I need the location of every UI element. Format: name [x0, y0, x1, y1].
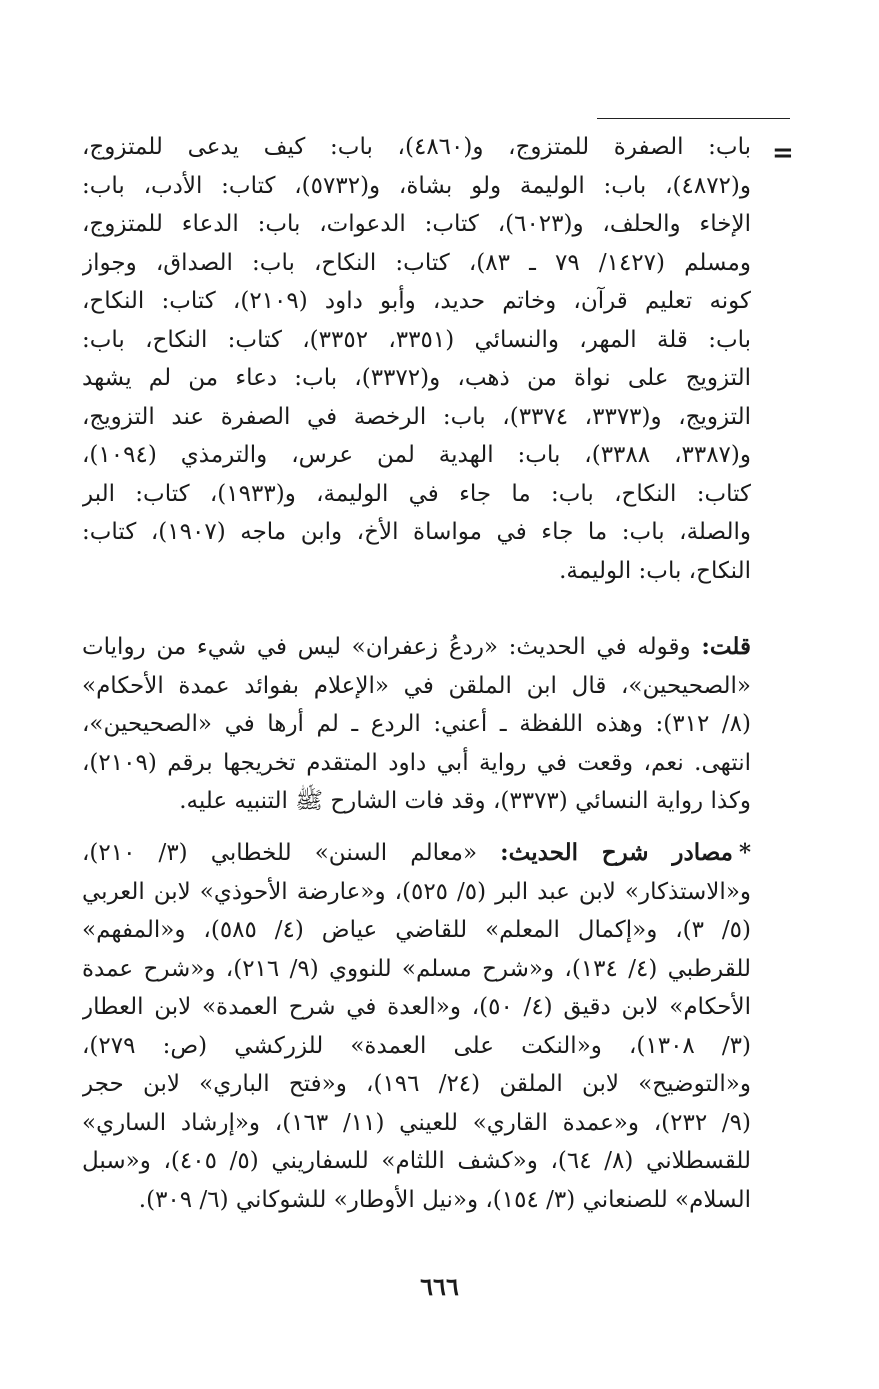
- note-line: انتهى. نعم، وقعت في رواية أبي داود المتقدم تخريجها برقم (٢١٠٩)،: [82, 749, 751, 776]
- footnote-line: النكاح، باب: الوليمة.: [559, 557, 751, 584]
- footnote-line: الإخاء والحلف، و(٦٠٢٣)، كتاب: الدعوات، باب: الدعاء للمتزوج،: [82, 211, 751, 237]
- sources-first-line: [82, 834, 751, 873]
- references-footnote: [82, 128, 751, 590]
- footnote-line: كونه تعليم قرآن، وخاتم حديد، وأبو داود (٢١٠٩)، كتاب: النكاح،: [82, 288, 751, 314]
- sources-paragraph: [82, 834, 751, 1219]
- sources-first-line-text: «معالم السنن» للخطابي (٣/ ٢١٠)،: [82, 840, 478, 866]
- sources-line: (٩/ ٢٣٢)، و«عمدة القاري» للعيني (١١/ ١٦٣)، و«إرشاد الساري»: [82, 1109, 751, 1136]
- note-first-line: [82, 628, 751, 667]
- footnote-line: و(٤٨٧٢)، باب: الوليمة ولو بشاة، و(٥٧٣٢)، كتاب: الأدب، باب:: [82, 172, 751, 199]
- note-line: «الصحيحين»، قال ابن الملقن في «الإعلام بفوائد عمدة الأحكام»: [82, 672, 751, 699]
- sources-line: و«الاستذكار» لابن عبد البر (٥/ ٥٢٥)، و«عارضة الأحوذي» لابن العربي: [82, 878, 751, 905]
- footnote-line: والصلة، باب: ما جاء في مواساة الأخ، وابن ماجه (١٩٠٧)، كتاب:: [82, 519, 751, 545]
- footnote-separator-rule: [597, 118, 790, 119]
- footnote-line: التزويج على نواة من ذهب، و(٣٣٧٢)، باب: دعاء من لم يشهد: [82, 365, 751, 391]
- page-number: ٦٦٦: [420, 1272, 459, 1301]
- footnote-line: كتاب: النكاح، باب: ما جاء في الوليمة، و(١٩٣٣)، كتاب: البر: [82, 480, 751, 507]
- sources-line: للقرطبي (٤/ ١٣٤)، و«شرح مسلم» للنووي (٩/ ٢١٦)، و«شرح عمدة: [82, 955, 751, 982]
- sources-line: الأحكام» لابن دقيق (٤/ ٥٠)، و«العدة في شرح العمدة» لابن العطار: [82, 994, 751, 1020]
- note-line: (٨/ ٣١٢): وهذه اللفظة ـ أعني: الردع ـ لم أرها في «الصحيحين»،: [82, 711, 751, 737]
- note-paragraph: [82, 628, 751, 821]
- footnote-line: التزويج، و(٣٣٧٣، ٣٣٧٤)، باب: الرخصة في الصفرة عند التزويج،: [82, 403, 751, 430]
- continuation-mark: =: [772, 138, 794, 168]
- sources-line: السلام» للصنعاني (٣/ ١٥٤)، و«نيل الأوطار» للشوكاني (٦/ ٣٠٩).: [138, 1186, 751, 1213]
- footnote-line: ومسلم (١٤٢٧/ ٧٩ ـ ٨٣)، كتاب: النكاح، باب: الصداق، وجواز: [82, 249, 751, 276]
- footnote-line: باب: الصفرة للمتزوج، و(٤٨٦٠)، باب: كيف يدعى للمتزوج،: [82, 134, 751, 160]
- sources-line: و«التوضيح» لابن الملقن (٢٤/ ١٩٦)، و«فتح الباري» لابن حجر: [82, 1071, 751, 1097]
- sources-label: مصادر شرح الحديث:: [500, 839, 733, 866]
- footnote-line: باب: قلة المهر، والنسائي (٣٣٥١، ٣٣٥٢)، كتاب: النكاح، باب:: [82, 326, 751, 353]
- footnote-line: و(٣٣٨٧، ٣٣٨٨)، باب: الهدية لمن عرس، والترمذي (١٠٩٤)،: [82, 442, 751, 468]
- note-first-line-text: وقوله في الحديث: «ردعُ زعفران» ليس في شيء من روايات: [82, 634, 691, 660]
- star-bullet-icon: *: [738, 839, 751, 866]
- sources-line: (٥/ ٣)، و«إكمال المعلم» للقاضي عياض (٤/ ٥٨٥)، و«المفهم»: [82, 917, 751, 943]
- sources-line: (٣/ ١٣٠٨)، و«النكت على العمدة» للزركشي (ص: ٢٧٩)،: [82, 1032, 751, 1059]
- sources-line: للقسطلاني (٨/ ٦٤)، و«كشف اللثام» للسفاريني (٥/ ٤٠٥)، و«سبل: [82, 1148, 751, 1174]
- note-label: قلت:: [701, 633, 751, 660]
- note-line: وكذا رواية النسائي (٣٣٧٣)، وقد فات الشارح ﷺ التنبيه عليه.: [179, 788, 751, 814]
